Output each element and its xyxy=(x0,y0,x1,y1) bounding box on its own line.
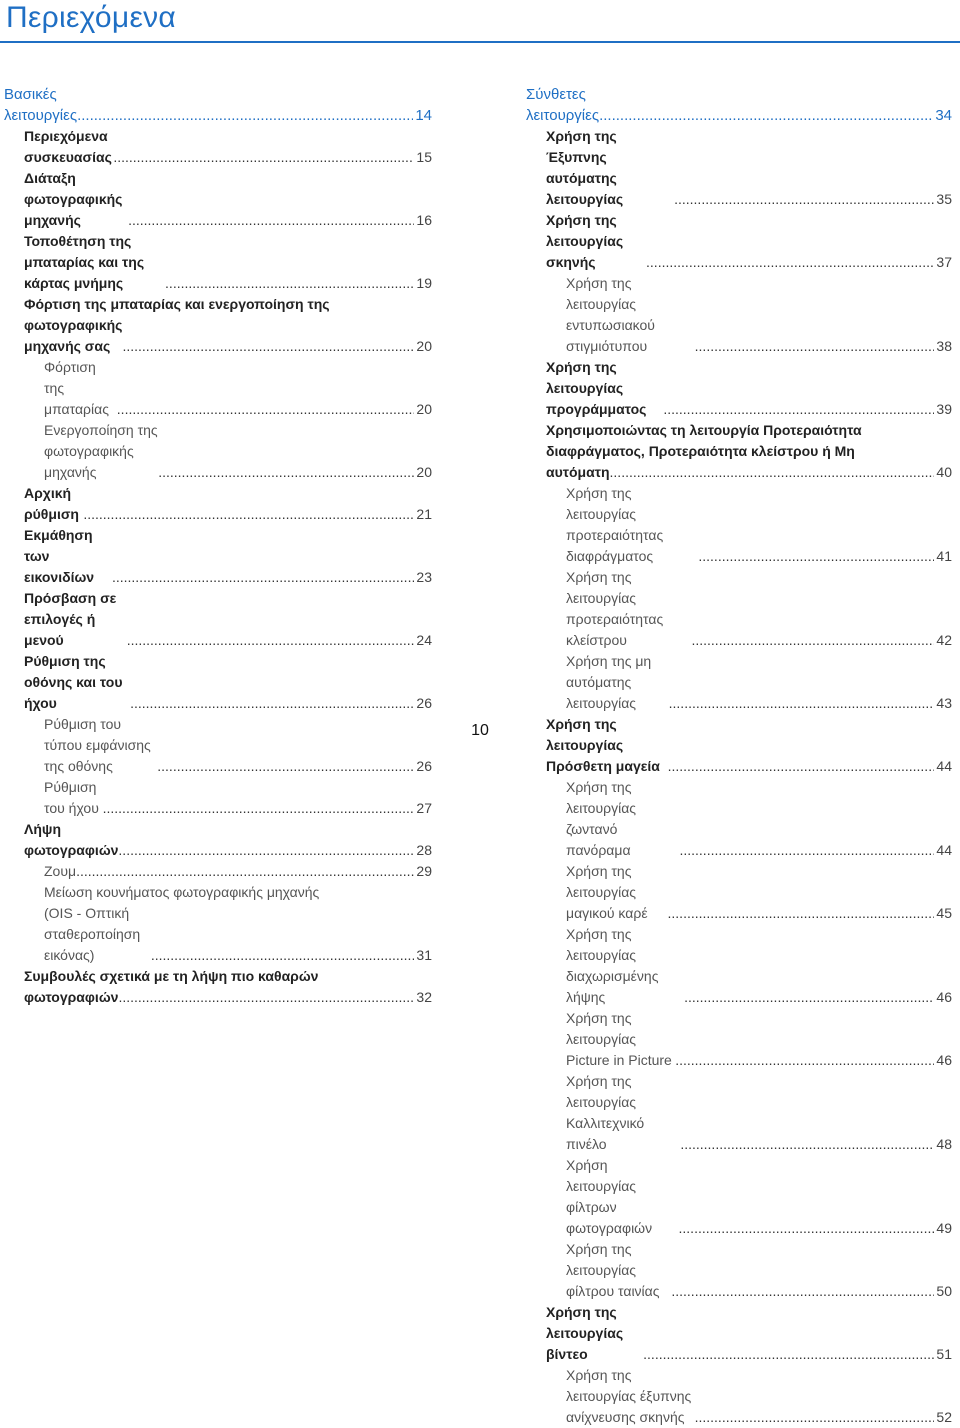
toc-page-number: 14 xyxy=(415,107,432,124)
toc-entry-title: Αρχική ρύθμιση xyxy=(24,485,79,522)
toc-entry[interactable] xyxy=(526,1071,952,1155)
dot-leader xyxy=(118,987,414,1008)
dot-leader xyxy=(83,504,414,525)
dot-leader xyxy=(113,147,414,168)
toc-entry[interactable] xyxy=(4,525,432,588)
toc-entry-title: Χρήση της λειτουργίας έξυπνης ανίχνευσης σκηνής xyxy=(566,1367,692,1425)
toc-entry-title: Ζουμ xyxy=(44,863,77,879)
dot-leader xyxy=(103,798,415,819)
dot-leader xyxy=(76,861,414,882)
toc-page-number: 48 xyxy=(936,1136,952,1152)
toc-entry-title: Πρόσβαση σε επιλογές ή μενού xyxy=(24,590,117,648)
toc-entry-title: Εκμάθηση των εικονιδίων xyxy=(24,527,95,585)
toc-entry-title: Χρήση της λειτουργίας σκηνής xyxy=(546,212,624,270)
toc-entry-title: Περιεχόμενα συσκευασίας xyxy=(24,128,112,165)
toc-entry-title: Τοποθέτηση της μπαταρίας και της κάρτας μνήμης xyxy=(24,233,145,291)
toc-entry[interactable] xyxy=(526,126,952,210)
toc-entry-title: Χρήση της λειτουργίας φίλτρου ταινίας xyxy=(566,1241,660,1299)
toc-entry-title: Ενεργοποίηση της φωτογραφικής μηχανής xyxy=(44,422,158,480)
dot-leader xyxy=(122,336,414,357)
toc-entry-title: Ρύθμιση του τύπου εμφάνισης της οθόνης xyxy=(44,716,151,774)
toc-page-number: 49 xyxy=(936,1220,952,1236)
toc-page-number: 24 xyxy=(416,632,432,648)
toc-entry-title: Ρύθμιση του ήχου xyxy=(44,779,99,816)
dot-leader xyxy=(675,1050,934,1071)
page-title: Περιεχόμενα xyxy=(6,1,177,34)
toc-page-number: 20 xyxy=(416,338,432,354)
dot-leader xyxy=(112,567,414,588)
toc-entry-title: Λήψη φωτογραφιών xyxy=(24,821,119,858)
dot-leader xyxy=(643,1344,934,1365)
toc-page-number: 50 xyxy=(936,1283,952,1299)
page-number: 10 xyxy=(471,722,489,739)
toc-entry-title: αυτόματη xyxy=(546,464,610,480)
dot-leader xyxy=(610,462,935,483)
toc-entry-title: Βασικές λειτουργίες xyxy=(4,86,78,124)
dot-leader xyxy=(117,399,415,420)
toc-page-number: 40 xyxy=(936,464,952,480)
dot-leader xyxy=(680,1134,934,1155)
toc-entry[interactable] xyxy=(526,273,952,357)
toc-entry-title: φωτογραφικής μηχανής σας xyxy=(24,317,123,354)
toc-right-column xyxy=(526,84,952,1428)
toc-entry-title: Χρήση της λειτουργίας διαχωρισμένης λήψης xyxy=(566,926,659,1005)
dot-leader xyxy=(158,462,414,483)
toc-entry-title: Χρήση της μη αυτόματης λειτουργίας xyxy=(566,653,652,711)
toc-entry-line[interactable] xyxy=(4,294,432,315)
dot-leader xyxy=(151,945,415,966)
toc-entry-line[interactable] xyxy=(526,420,952,441)
dot-leader xyxy=(599,105,933,126)
toc-page-number: 26 xyxy=(416,758,432,774)
toc-entry[interactable] xyxy=(526,84,952,126)
dot-leader xyxy=(663,399,934,420)
toc-page-number: 35 xyxy=(936,191,952,207)
toc-page-number: 37 xyxy=(936,254,952,270)
toc-entry-title: Χρήση της λειτουργίας Καλλιτεχνικό πινέλο xyxy=(566,1073,645,1152)
toc-entry-title: Φόρτιση της μπαταρίας και ενεργοποίηση της xyxy=(24,296,330,312)
toc-page-number: 20 xyxy=(416,401,432,417)
toc-entry[interactable] xyxy=(526,210,952,273)
toc-left-column xyxy=(4,84,432,1008)
toc-page-number: 41 xyxy=(936,548,952,564)
dot-leader xyxy=(668,756,935,777)
toc-entry[interactable] xyxy=(526,462,952,483)
toc-page-number: 27 xyxy=(416,800,432,816)
toc-page-number: 46 xyxy=(936,1052,952,1068)
toc-page-number: 16 xyxy=(416,212,432,228)
toc-page-number: 29 xyxy=(416,863,432,879)
toc-entry[interactable] xyxy=(526,1155,952,1239)
toc-entry[interactable] xyxy=(526,777,952,861)
toc-entry[interactable] xyxy=(4,651,432,714)
toc-entry-title: Μείωση κουνήματος φωτογραφικής μηχανής xyxy=(44,884,320,900)
toc-page-number: 45 xyxy=(936,905,952,921)
toc-entry[interactable] xyxy=(526,357,952,420)
dot-leader xyxy=(165,273,414,294)
toc-page-number: 51 xyxy=(936,1346,952,1362)
toc-entry[interactable] xyxy=(4,777,432,819)
dot-leader xyxy=(646,252,934,273)
title-rule xyxy=(0,41,960,43)
toc-entry[interactable] xyxy=(4,903,432,966)
toc-page-number: 43 xyxy=(936,695,952,711)
toc-entry[interactable] xyxy=(4,84,432,126)
toc-entry-title: Χρήση της λειτουργίας Πρόσθετη μαγεία xyxy=(546,716,660,774)
dot-leader xyxy=(157,756,414,777)
toc-entry-title: φωτογραφιών xyxy=(24,989,119,1005)
toc-page-number: 32 xyxy=(416,989,432,1005)
toc-entry[interactable] xyxy=(4,315,432,357)
toc-page-number: 19 xyxy=(416,275,432,291)
toc-entry-title: Σύνθετες λειτουργίες xyxy=(526,86,600,124)
toc-page-number: 15 xyxy=(416,149,432,165)
toc-page-number: 44 xyxy=(936,758,952,774)
dot-leader xyxy=(679,840,934,861)
toc-entry[interactable] xyxy=(4,861,432,882)
toc-entry[interactable] xyxy=(526,924,952,1008)
toc-entry-title: (OIS - Οπτική σταθεροποίηση εικόνας) xyxy=(44,905,141,963)
toc-entry[interactable] xyxy=(526,1239,952,1302)
toc-entry-title: Χρήση της λειτουργίας μαγικού καρέ xyxy=(566,863,648,921)
toc-entry-line[interactable] xyxy=(526,441,952,462)
toc-entry[interactable] xyxy=(526,483,952,567)
dot-leader xyxy=(127,630,415,651)
toc-page-number: 44 xyxy=(936,842,952,858)
toc-page-number: 38 xyxy=(936,338,952,354)
toc-entry[interactable] xyxy=(4,483,432,525)
toc-entry[interactable] xyxy=(526,567,952,651)
toc-entry-title: Χρήση της λειτουργίας προτεραιότητας διαφράγματος xyxy=(566,485,664,564)
dot-leader xyxy=(671,1281,934,1302)
toc-entry-title: Χρήση της λειτουργίας προγράμματος xyxy=(546,359,647,417)
dot-leader xyxy=(118,840,414,861)
toc-page-number: 26 xyxy=(416,695,432,711)
toc-entry[interactable] xyxy=(4,126,432,168)
toc-entry[interactable] xyxy=(4,588,432,651)
dot-leader xyxy=(695,1407,935,1428)
toc-page-number: 39 xyxy=(936,401,952,417)
toc-entry-line[interactable] xyxy=(4,882,432,903)
toc-entry[interactable] xyxy=(526,1008,952,1071)
dot-leader xyxy=(698,546,934,567)
dot-leader xyxy=(684,987,934,1008)
toc-entry-title: Χρήση της λειτουργίας βίντεο xyxy=(546,1304,624,1362)
dot-leader xyxy=(77,105,413,126)
toc-page-number: 52 xyxy=(936,1409,952,1425)
toc-entry-title: Χρήση λειτουργίας φίλτρων φωτογραφιών xyxy=(566,1157,653,1236)
toc-entry[interactable] xyxy=(4,357,432,420)
toc-entry-title: Ρύθμιση της οθόνης και του ήχου xyxy=(24,653,123,711)
toc-page-number: 46 xyxy=(936,989,952,1005)
toc-page-number: 21 xyxy=(416,506,432,522)
dot-leader xyxy=(669,693,935,714)
toc-entry[interactable] xyxy=(4,420,432,483)
toc-entry-title: Χρήση της λειτουργίας Picture in Picture xyxy=(566,1010,672,1068)
toc-page-number: 23 xyxy=(416,569,432,585)
toc-page-number: 42 xyxy=(936,632,952,648)
toc-page-number: 31 xyxy=(416,947,432,963)
toc-entry-title: Χρήση της λειτουργίας ζωντανό πανόραμα xyxy=(566,779,637,858)
dot-leader xyxy=(130,693,414,714)
toc-entry-title: Φόρτιση της μπαταρίας xyxy=(44,359,109,417)
dot-leader xyxy=(128,210,414,231)
toc-page-number: 20 xyxy=(416,464,432,480)
toc-entry-title: Συμβουλές σχετικά με τη λήψη πιο καθαρών xyxy=(24,968,319,984)
toc-entry-title: Χρήση της Έξυπνης αυτόματης λειτουργίας xyxy=(546,128,624,207)
toc-page-number: 34 xyxy=(935,107,952,124)
toc-entry[interactable] xyxy=(526,651,952,714)
toc-entry-title: Χρήση της λειτουργίας εντυπωσιακού στιγμιότυπου xyxy=(566,275,655,354)
toc-entry[interactable] xyxy=(526,861,952,924)
dot-leader xyxy=(695,336,935,357)
dot-leader xyxy=(674,189,934,210)
toc-entry[interactable] xyxy=(4,168,432,231)
toc-entry-title: Χρήση της λειτουργίας προτεραιότητας κλείστρου xyxy=(566,569,664,648)
toc-page-number: 28 xyxy=(416,842,432,858)
toc-entry[interactable] xyxy=(526,1365,952,1428)
toc-entry-title: διαφράγματος, Προτεραιότητα κλείστρου ή Μη xyxy=(546,443,855,459)
toc-entry[interactable] xyxy=(4,231,432,294)
toc-entry-title: Διάταξη φωτογραφικής μηχανής xyxy=(24,170,123,228)
dot-leader xyxy=(691,630,934,651)
toc-entry[interactable] xyxy=(4,987,432,1008)
toc-entry[interactable] xyxy=(4,819,432,861)
toc-entry-title: Χρησιμοποιώντας τη λειτουργία Προτεραιότητα xyxy=(546,422,862,438)
toc-entry-line[interactable] xyxy=(4,966,432,987)
dot-leader xyxy=(668,903,935,924)
toc-entry[interactable] xyxy=(526,1302,952,1365)
dot-leader xyxy=(679,1218,935,1239)
